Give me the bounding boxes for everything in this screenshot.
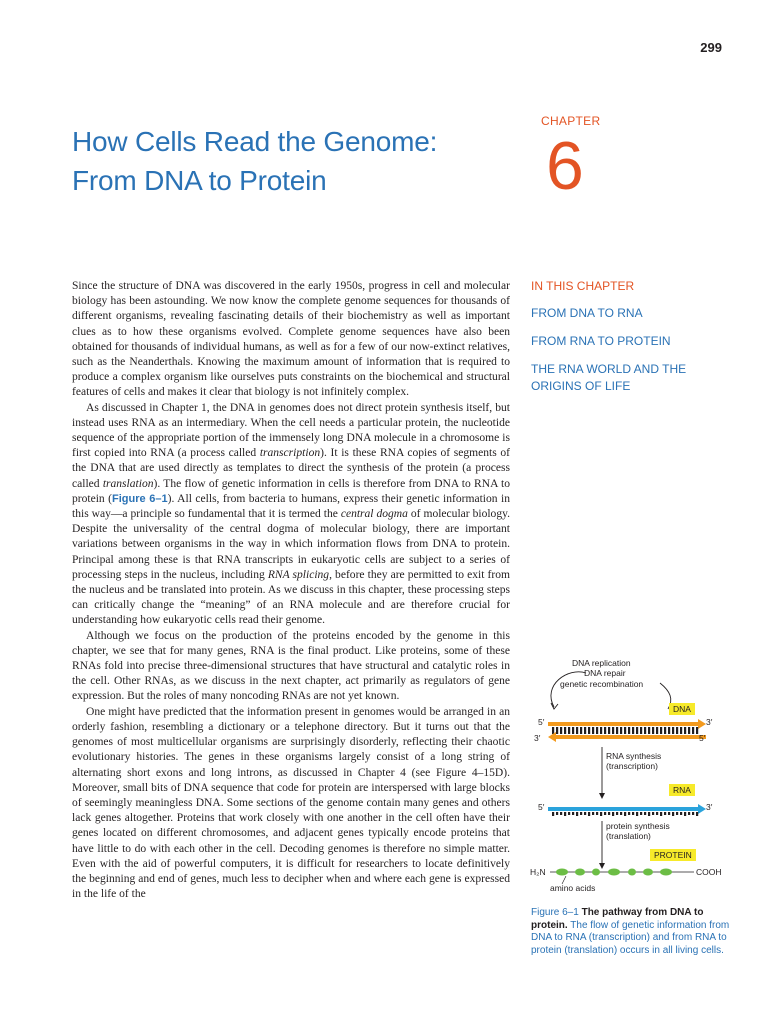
rna-base	[684, 812, 686, 816]
sidebar-heading: IN THIS CHAPTER	[531, 279, 635, 293]
dna-base-pair	[692, 727, 694, 734]
dna-base-pair	[620, 727, 622, 734]
dna-base-pair	[656, 727, 658, 734]
amino-acid-bead	[628, 869, 636, 876]
dna-base-pair	[696, 727, 698, 734]
caption-label: Figure 6–1	[531, 907, 579, 918]
paragraph-4: One might have predicted that the information present in genomes would be arranged in an orderly fashion, resembling a dictionary or a telephone directory. But it turns out that the genomes of most multicellular organisms are surprisingly disorderly, reflecting their chaotic evolutionary histories. The genes in these organisms largely consist of a long string of alternating short exons and long introns, as discussed in Chapter 4 (see Figure 4–15D). Moreover, small bits of DNA sequence that code for protein are interspersed with large blocks of seemingly meaningless DNA. Some sections of the genome contain many genes and others lack genes altogether. Proteins that work closely with one another in the cell often have their genes located on different chromosomes, and adjacent genes typically encode proteins that have little to do with each other in the cell. Decoding genomes is therefore no simple matter. Even with the aid of powerful computers, it is difficult for researchers to locate definitively the beginning and end of genes, much less to decipher when and where each gene is expressed in the life of the	[72, 705, 510, 901]
rna-bases	[552, 812, 698, 816]
label-translation: (translation)	[606, 831, 651, 841]
dna-base-pair	[580, 727, 582, 734]
rna-base	[560, 812, 562, 815]
amino-acid-bead	[592, 869, 600, 876]
label-dna-repair: DNA repair	[584, 668, 626, 678]
dna-base-pair	[556, 727, 558, 734]
chapter-title	[72, 122, 512, 200]
rna-5prime: 5′	[538, 802, 545, 812]
transcription-arrowhead	[599, 793, 605, 799]
rna-arrowhead	[698, 804, 706, 814]
dna-tag: DNA	[669, 703, 695, 715]
term-rna-splicing: RNA splicing	[267, 568, 330, 581]
amino-acid-bead	[643, 869, 653, 876]
dna-base-pair	[584, 727, 586, 734]
amino-acid-bead	[575, 869, 585, 876]
dna-base-pair	[652, 727, 654, 734]
label-rna-synthesis: RNA synthesis	[606, 751, 662, 761]
rna-base	[608, 812, 610, 815]
rna-base	[552, 812, 554, 816]
rna-tag: RNA	[669, 784, 695, 796]
rna-base	[636, 812, 638, 816]
rna-base	[632, 812, 634, 815]
rna-base	[688, 812, 690, 815]
label-transcription: (transcription)	[606, 761, 658, 771]
dna-bottom-strand	[556, 735, 706, 739]
dna-base-pair	[564, 727, 566, 734]
dna-base-pair	[624, 727, 626, 734]
rna-base	[680, 812, 682, 815]
p2-segment: ). The flow of genetic information in cells is therefore from DNA to RNA to protein (	[72, 477, 510, 505]
dna-base-pair	[572, 727, 574, 734]
rna-base	[580, 812, 582, 815]
rna-base	[640, 812, 642, 815]
label-h2n: H₂N	[530, 867, 546, 877]
rna-base	[604, 812, 606, 815]
dna-base-pair	[672, 727, 674, 734]
dna-base-pair	[668, 727, 670, 734]
dna-base-pair	[664, 727, 666, 734]
rna-base	[564, 812, 566, 816]
dna-base-pair	[644, 727, 646, 734]
label-amino-acids: amino acids	[550, 883, 596, 893]
dna-base-pair	[612, 727, 614, 734]
figure-reference-link[interactable]: Figure 6–1	[112, 492, 168, 505]
replication-cycle-arrow	[551, 672, 586, 707]
dna-base-pair	[552, 727, 554, 734]
dna-base-pair	[604, 727, 606, 734]
dna-base-pair	[600, 727, 602, 734]
dna-base-pair	[660, 727, 662, 734]
figure-caption	[531, 907, 731, 957]
dna-bottom-3prime: 3′	[534, 733, 541, 743]
dna-base-pair	[592, 727, 594, 734]
dna-base-pair	[632, 727, 634, 734]
rna-base	[620, 812, 622, 815]
dna-top-3prime: 3′	[706, 717, 713, 727]
rna-strand	[548, 807, 698, 811]
rna-base	[660, 812, 662, 816]
chapter-title-line2: From DNA to Protein	[72, 165, 327, 196]
rna-base	[588, 812, 590, 816]
dna-base-pair	[616, 727, 618, 734]
dna-bottom-5prime: 5′	[699, 733, 706, 743]
dna-base-pair	[640, 727, 642, 734]
rna-base	[584, 812, 586, 815]
rna-base	[648, 812, 650, 816]
rna-base	[600, 812, 602, 816]
page-number: 299	[700, 40, 722, 55]
dna-base-pair	[676, 727, 678, 734]
dna-base-pair	[684, 727, 686, 734]
chapter-label: CHAPTER	[541, 114, 601, 128]
rna-base	[612, 812, 614, 816]
rna-base	[624, 812, 626, 816]
term-central-dogma: central dogma	[340, 508, 408, 521]
dna-base-pair	[588, 727, 590, 734]
p2-segment: ). It is these RNA copies of segments of the DNA that are used directly as templates to direct the synthesis of the protein (a process called	[72, 447, 510, 490]
rna-base	[628, 812, 630, 815]
p2-segment: of molecular biology. Despite the universality of the central dogma of molecular biology, there are important variations between organisms in the way in which information flows from DNA to protein. Principal among these is that RNA transcripts in eukaryotic cells are subject to a series of processing steps in the nucleus, including	[72, 508, 511, 581]
p2-segment: , before they are permitted to exit from the nucleus and be translated into protein. As we discuss in this chapter, these processing steps can critically change the “meaning” of an RNA molecule and are therefore crucial for understanding how eukaryotic cells read their genome.	[72, 568, 510, 627]
rna-base	[592, 812, 594, 815]
term-transcription: transcription	[259, 447, 321, 460]
caption-title: The pathway from DNA to protein.	[531, 907, 704, 931]
label-cooh: COOH	[696, 867, 722, 877]
paragraph-2	[72, 401, 510, 629]
dna-base-pairs	[552, 727, 698, 734]
rna-base	[676, 812, 678, 815]
dna-base-pair	[568, 727, 570, 734]
body-text	[72, 279, 510, 902]
dna-base-pair	[596, 727, 598, 734]
rna-base	[664, 812, 666, 815]
dna-base-pair	[688, 727, 690, 734]
sidebar-item-rna-world[interactable]: THE RNA WORLD AND THE ORIGINS OF LIFE	[531, 362, 687, 393]
dna-base-pair	[576, 727, 578, 734]
rna-base	[556, 812, 558, 815]
rna-base	[616, 812, 618, 815]
dna-base-pair	[636, 727, 638, 734]
protein-tag: PROTEIN	[650, 849, 696, 861]
p2-segment: ). All cells, from bacteria to humans, express their genetic information in this way—a principle so fundamental that it is termed the	[72, 492, 510, 521]
term-translation: translation	[102, 477, 154, 490]
paragraph-3: Although we focus on the production of the proteins encoded by the genome in this chapter, we see that for many genes, RNA is the final product. Like proteins, some of these RNAs fold into precise three-dimensional structures that have structural and catalytic roles in the cell. Other RNAs, as we discuss in the next chapter, act primarily as regulators of gene expression. But the roles of many noncoding RNAs are not yet known.	[72, 629, 510, 703]
rna-base	[656, 812, 658, 815]
sidebar-item-rna-to-protein[interactable]: FROM RNA TO PROTEIN	[531, 334, 671, 348]
rna-3prime: 3′	[706, 802, 713, 812]
dna-top-5prime: 5′	[538, 717, 545, 727]
dna-base-pair	[608, 727, 610, 734]
p2-segment: As discussed in Chapter 1, the DNA in genomes does not direct protein synthesis itself, but instead uses RNA as an intermediary. When the cell needs a particular protein, the nucleotide sequence of the appropriate portion of the immensely long DNA molecule in a chromosome is first copied into RNA (a process called	[72, 401, 510, 460]
replication-arrowhead	[551, 703, 558, 709]
rna-base	[576, 812, 578, 816]
label-protein-synthesis: protein synthesis	[606, 821, 670, 831]
rna-base	[596, 812, 598, 815]
dna-base-pair	[648, 727, 650, 734]
dna-base-pair	[680, 727, 682, 734]
in-this-chapter-sidebar	[531, 279, 731, 406]
rna-base	[668, 812, 670, 815]
label-genetic-recombination: genetic recombination	[560, 679, 644, 689]
caption-text: The flow of genetic information from DNA to RNA (transcription) and from RNA to protein (translation) occurs in all living cells.	[531, 919, 730, 956]
label-dna-replication: DNA replication	[572, 658, 631, 668]
dna-base-pair	[628, 727, 630, 734]
dna-base-pair	[560, 727, 562, 734]
amino-acid-bead	[556, 869, 568, 876]
translation-arrowhead	[599, 863, 605, 869]
rna-base	[568, 812, 570, 815]
chapter-number: 6	[546, 128, 584, 204]
rna-base	[692, 812, 694, 815]
dna-top-strand	[548, 722, 698, 726]
sidebar-item-dna-to-rna[interactable]: FROM DNA TO RNA	[531, 306, 643, 320]
rna-base	[644, 812, 646, 815]
dna-top-arrowhead	[698, 719, 706, 729]
rna-base	[652, 812, 654, 815]
amino-acid-bead	[608, 869, 620, 876]
figure-6-1	[528, 655, 738, 905]
rna-base	[696, 812, 698, 816]
rna-base	[672, 812, 674, 816]
chapter-title-line1: How Cells Read the Genome:	[72, 126, 438, 157]
amino-acid-bead	[660, 869, 672, 876]
rna-base	[572, 812, 574, 815]
paragraph-1: Since the structure of DNA was discovered in the early 1950s, progress in cell and molecular biology has been astounding. We now know the complete genome sequences for thousands of different organisms, revealing fascinating details of their biochemistry as well as important clues as to how these organisms evolved. Complete genome sequences have also been obtained for thousands of individual humans, as well as for a few of our now-extinct relatives, such as the Neanderthals. Knowing the maximum amount of information that is required to produce a complex organism like ourselves puts constraints on the biochemical and structural features of cells and makes it clear that biology is not infinitely complex.	[72, 280, 510, 399]
